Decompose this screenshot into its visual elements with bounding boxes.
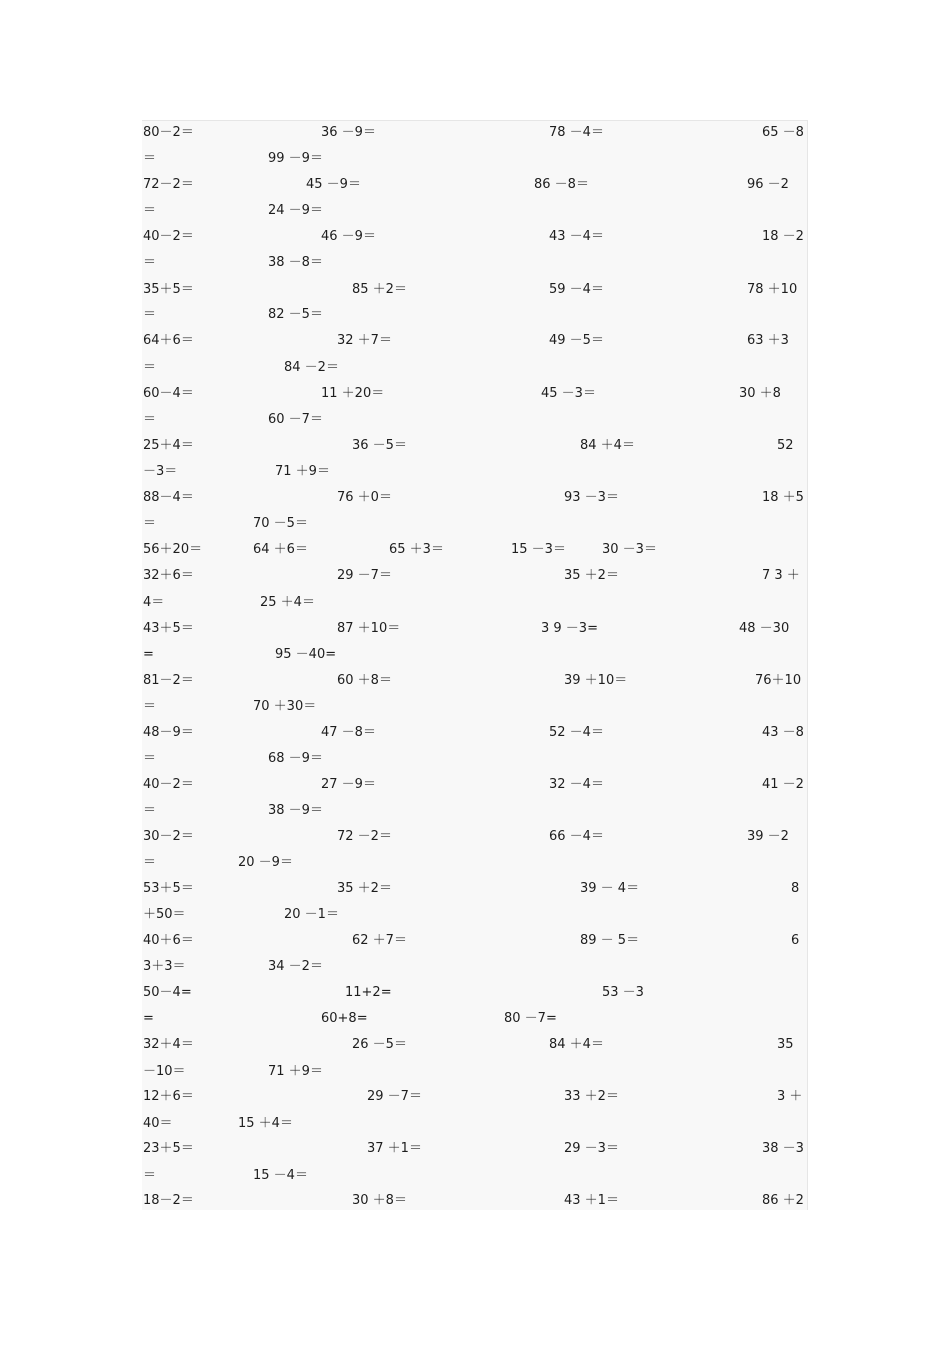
worksheet-line <box>142 460 807 484</box>
exercise: ＝ <box>143 516 157 531</box>
exercise: 18 －2 <box>762 229 804 244</box>
exercise: 43 －8 <box>762 725 804 740</box>
worksheet-line <box>142 1033 807 1057</box>
worksheet-line <box>142 773 807 797</box>
exercise: 32＋6＝ <box>143 568 194 583</box>
exercise: 48 －30 <box>739 621 790 636</box>
exercise: 34 －2＝ <box>268 959 323 974</box>
exercise: 52 －4＝ <box>549 725 604 740</box>
exercise: 20 －1＝ <box>284 907 339 922</box>
exercise: 76 ＋0＝ <box>337 490 392 505</box>
exercise: 84 ＋4＝ <box>549 1037 604 1052</box>
worksheet-line <box>142 981 807 1005</box>
exercise: 38 －9＝ <box>268 803 323 818</box>
exercise: ＝ <box>143 803 157 818</box>
exercise: 96 －2 <box>747 177 789 192</box>
exercise: 47 －8＝ <box>321 725 376 740</box>
exercise: 60－4＝ <box>143 386 194 401</box>
worksheet-line <box>142 669 807 693</box>
exercise: 45 －9＝ <box>306 177 361 192</box>
exercise: 89 － 5＝ <box>580 933 640 948</box>
exercise: 27 －9＝ <box>321 777 376 792</box>
worksheet-line <box>142 1085 807 1109</box>
exercise: 35 ＋2＝ <box>564 568 619 583</box>
exercise: 68 －9＝ <box>268 751 323 766</box>
exercise: 15 ＋4＝ <box>238 1116 293 1131</box>
exercise: ＋50＝ <box>143 907 186 922</box>
worksheet-line <box>142 434 807 458</box>
worksheet-line <box>142 564 807 588</box>
exercise: 43＋5＝ <box>143 621 194 636</box>
exercise: 95 －40= <box>275 647 337 662</box>
exercise: ＝ <box>143 1168 157 1183</box>
exercise: 33 ＋2＝ <box>564 1089 619 1104</box>
exercise: 8 <box>791 881 800 896</box>
exercise: 30 ＋8 <box>739 386 781 401</box>
worksheet-line <box>142 225 807 249</box>
worksheet-line <box>142 825 807 849</box>
worksheet-line <box>142 303 807 327</box>
exercise: 88－4＝ <box>143 490 194 505</box>
exercise: 29 －7＝ <box>337 568 392 583</box>
exercise: ＝ <box>143 360 157 375</box>
exercise: 15 －4＝ <box>253 1168 308 1183</box>
exercise: 40－2＝ <box>143 777 194 792</box>
exercise: －10＝ <box>143 1064 186 1079</box>
worksheet-line <box>142 1164 807 1188</box>
worksheet-line <box>142 929 807 953</box>
exercise: 84 －2＝ <box>284 360 339 375</box>
exercise: 71 ＋9＝ <box>275 464 330 479</box>
exercise: 23＋5＝ <box>143 1141 194 1156</box>
exercise: 36 －5＝ <box>352 438 407 453</box>
exercise: 32＋4＝ <box>143 1037 194 1052</box>
exercise: 11 ＋20＝ <box>321 386 385 401</box>
worksheet-line <box>142 1060 807 1084</box>
exercise: 72 －2＝ <box>337 829 392 844</box>
exercise: 81－2＝ <box>143 673 194 688</box>
exercise: 38 －3 <box>762 1141 804 1156</box>
exercise: 70 －5＝ <box>253 516 308 531</box>
worksheet-line <box>142 1137 807 1161</box>
exercise: 40＝ <box>143 1116 173 1131</box>
exercise: 78 －4＝ <box>549 125 604 140</box>
exercise: 60 －7＝ <box>268 412 323 427</box>
exercise: 3＋3＝ <box>143 959 186 974</box>
exercise: 30 －3＝ <box>602 542 657 557</box>
worksheet-line <box>142 799 807 823</box>
exercise: ＝ <box>143 412 157 427</box>
exercise: = <box>143 1011 154 1026</box>
exercise: ＝ <box>143 203 157 218</box>
exercise: 30－2＝ <box>143 829 194 844</box>
exercise: 62 ＋7＝ <box>352 933 407 948</box>
exercise: 41 －2 <box>762 777 804 792</box>
exercise: 43 ＋1＝ <box>564 1193 619 1208</box>
exercise: 87 ＋10＝ <box>337 621 401 636</box>
exercise: 3 9 －3= <box>541 621 598 636</box>
exercise: 64＋6＝ <box>143 333 194 348</box>
exercise: 86 －8＝ <box>534 177 589 192</box>
exercise: 64 ＋6＝ <box>253 542 308 557</box>
worksheet-line <box>142 408 807 432</box>
worksheet-line <box>142 721 807 745</box>
exercise: 53＋5＝ <box>143 881 194 896</box>
worksheet-line <box>142 617 807 641</box>
exercise: 32 －4＝ <box>549 777 604 792</box>
exercise: 39 ＋10＝ <box>564 673 628 688</box>
worksheet-line <box>142 382 807 406</box>
exercise: 26 －5＝ <box>352 1037 407 1052</box>
worksheet-line <box>142 643 807 667</box>
worksheet-line <box>142 1007 807 1031</box>
exercise: 39 － 4＝ <box>580 881 640 896</box>
exercise: 45 －3＝ <box>541 386 596 401</box>
exercise: 4＝ <box>143 595 165 610</box>
exercise: 59 －4＝ <box>549 282 604 297</box>
exercise: 56＋20＝ <box>143 542 203 557</box>
exercise: ＝ <box>143 255 157 270</box>
exercise: 43 －4＝ <box>549 229 604 244</box>
exercise: 35 <box>777 1037 794 1052</box>
exercise: ＝ <box>143 855 157 870</box>
exercise: 49 －5＝ <box>549 333 604 348</box>
exercise: 15 －3＝ <box>511 542 566 557</box>
exercise: 65 －8 <box>762 125 804 140</box>
worksheet-line <box>142 1189 807 1213</box>
worksheet-line <box>142 538 807 562</box>
exercise: 18－2＝ <box>143 1193 194 1208</box>
exercise: 70 ＋30＝ <box>253 699 317 714</box>
exercise: 93 －3＝ <box>564 490 619 505</box>
exercise: 78 ＋10 <box>747 282 798 297</box>
exercise: 72－2＝ <box>143 177 194 192</box>
exercise: ＝ <box>143 151 157 166</box>
exercise: 53 －3 <box>602 985 644 1000</box>
worksheet-line <box>142 591 807 615</box>
exercise: 50－4= <box>143 985 192 1000</box>
worksheet-line <box>142 955 807 979</box>
exercise: 46 －9＝ <box>321 229 376 244</box>
exercise: 38 －8＝ <box>268 255 323 270</box>
exercise: 6 <box>791 933 800 948</box>
exercise: 84 ＋4＝ <box>580 438 635 453</box>
exercise: 52 <box>777 438 794 453</box>
worksheet-line <box>142 356 807 380</box>
exercise: 12＋6＝ <box>143 1089 194 1104</box>
exercise: －3＝ <box>143 464 178 479</box>
exercise: 25＋4＝ <box>143 438 194 453</box>
worksheet-line <box>142 199 807 223</box>
exercise: 7 3 ＋ <box>762 568 800 583</box>
exercise: 71 ＋9＝ <box>268 1064 323 1079</box>
worksheet-line <box>142 251 807 275</box>
exercise: 65 ＋3＝ <box>389 542 444 557</box>
exercise: 29 －3＝ <box>564 1141 619 1156</box>
exercise: 37 ＋1＝ <box>367 1141 422 1156</box>
exercise: 35＋5＝ <box>143 282 194 297</box>
exercise: 99 －9＝ <box>268 151 323 166</box>
worksheet-line <box>142 329 807 353</box>
exercise: 25 ＋4＝ <box>260 595 315 610</box>
worksheet-line <box>142 1112 807 1136</box>
worksheet-line <box>142 486 807 510</box>
exercise: = <box>143 647 154 662</box>
exercise: 32 ＋7＝ <box>337 333 392 348</box>
exercise: 66 －4＝ <box>549 829 604 844</box>
exercise: 3 ＋ <box>777 1089 803 1104</box>
exercise: 86 ＋2 <box>762 1193 804 1208</box>
worksheet <box>142 120 808 1210</box>
exercise: 29 －7＝ <box>367 1089 422 1104</box>
worksheet-line <box>142 877 807 901</box>
exercise: 30 ＋8＝ <box>352 1193 407 1208</box>
exercise: 11+2= <box>345 985 392 1000</box>
exercise: 85 ＋2＝ <box>352 282 407 297</box>
worksheet-line <box>142 747 807 771</box>
exercise: 63 ＋3 <box>747 333 789 348</box>
exercise: 60 ＋8＝ <box>337 673 392 688</box>
exercise: 40＋6＝ <box>143 933 194 948</box>
exercise: ＝ <box>143 307 157 322</box>
exercise: ＝ <box>143 751 157 766</box>
worksheet-line <box>142 121 807 145</box>
exercise: 39 －2 <box>747 829 789 844</box>
worksheet-line <box>142 903 807 927</box>
exercise: 60+8= <box>321 1011 368 1026</box>
worksheet-line <box>142 278 807 302</box>
exercise: 80 －7= <box>504 1011 557 1026</box>
exercise: 82 －5＝ <box>268 307 323 322</box>
worksheet-line <box>142 512 807 536</box>
worksheet-line <box>142 695 807 719</box>
exercise: 40－2＝ <box>143 229 194 244</box>
exercise: 80－2＝ <box>143 125 194 140</box>
exercise: 76＋10 <box>755 673 802 688</box>
worksheet-line <box>142 147 807 171</box>
exercise: 48－9＝ <box>143 725 194 740</box>
exercise: 35 ＋2＝ <box>337 881 392 896</box>
exercise: 18 ＋5 <box>762 490 804 505</box>
exercise: 20 －9＝ <box>238 855 293 870</box>
exercise: ＝ <box>143 699 157 714</box>
worksheet-line <box>142 173 807 197</box>
worksheet-line <box>142 851 807 875</box>
exercise: 36 －9＝ <box>321 125 376 140</box>
exercise: 24 －9＝ <box>268 203 323 218</box>
